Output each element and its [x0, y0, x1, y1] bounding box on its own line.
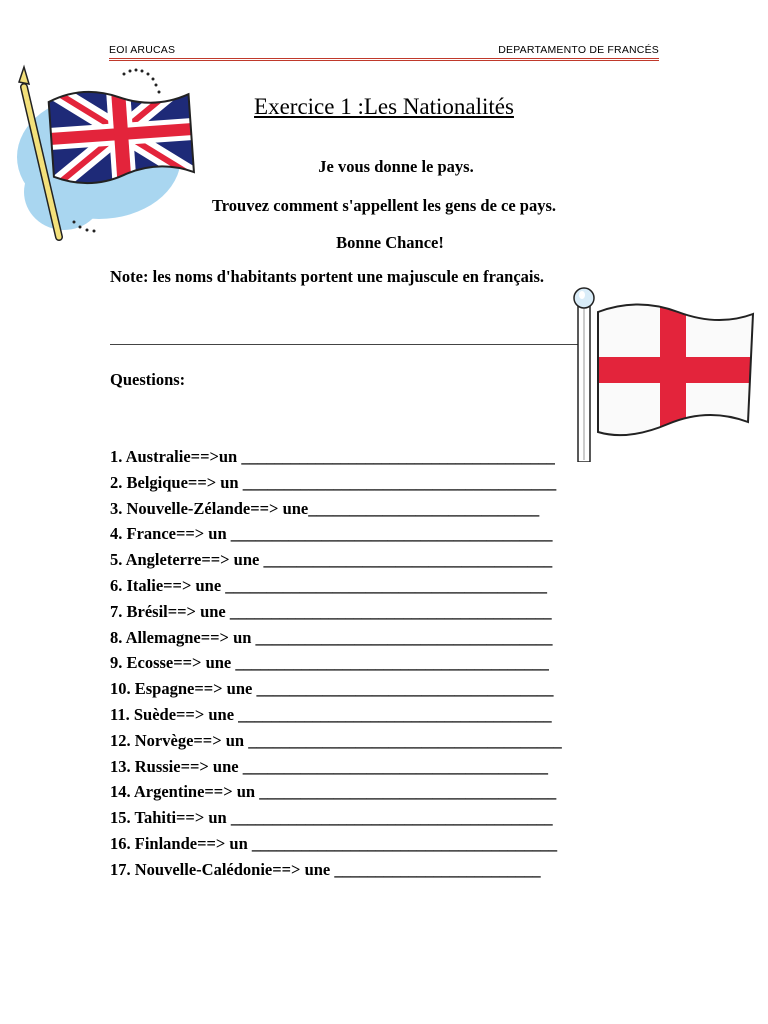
page-title: Exercice 1 :Les Nationalités: [254, 94, 514, 119]
instruction-line-3: Bonne Chance!: [336, 233, 444, 252]
questions-list: [110, 447, 650, 886]
question-item: 13. Russie==> une _____________________________________: [110, 756, 548, 776]
question-item: 8. Allemagne==> un ____________________________________: [110, 627, 553, 647]
england-flag-icon: [568, 282, 758, 462]
question-item: 6. Italie==> une _______________________________________: [110, 575, 548, 595]
question-item: 16. Finlande==> un _____________________________________: [110, 833, 558, 853]
question-item: 14. Argentine==> un ____________________________________: [110, 782, 557, 802]
question-item: 2. Belgique==> un ______________________________________: [110, 472, 557, 492]
question-item: 11. Suède==> une ______________________________________: [110, 704, 552, 724]
section-divider: [110, 344, 590, 345]
department-name: DEPARTAMENTO DE FRANCÉS: [498, 44, 659, 56]
question-item: 5. Angleterre==> une ___________________________________: [110, 550, 553, 570]
question-item: 17. Nouvelle-Calédonie==> une _________________________: [110, 859, 541, 879]
question-item: 1. Australie==>un ______________________________________: [110, 447, 555, 466]
instruction-note: Note: les noms d'habitants portent une majuscule en français.: [110, 267, 545, 286]
instruction-line-1: Je vous donne le pays.: [318, 157, 474, 176]
question-item: 15. Tahiti==> un _______________________________________: [110, 808, 553, 828]
question-item: 4. France==> un _______________________________________: [110, 524, 553, 544]
questions-heading: Questions:: [110, 370, 186, 389]
question-item: 12. Norvège==> un ______________________________________: [110, 730, 562, 750]
question-item: 9. Ecosse==> une ______________________________________: [110, 653, 549, 673]
question-item: 10. Espagne==> une ____________________________________: [110, 679, 554, 699]
question-item: 3. Nouvelle-Zélande==> une____________________________: [110, 498, 540, 518]
header-rule: [109, 58, 659, 61]
question-item: 7. Brésil==> une _______________________________________: [110, 601, 552, 621]
instruction-line-2: Trouvez comment s'appellent les gens de ce pays.: [211, 196, 557, 215]
school-name: EOI ARUCAS: [109, 44, 176, 56]
